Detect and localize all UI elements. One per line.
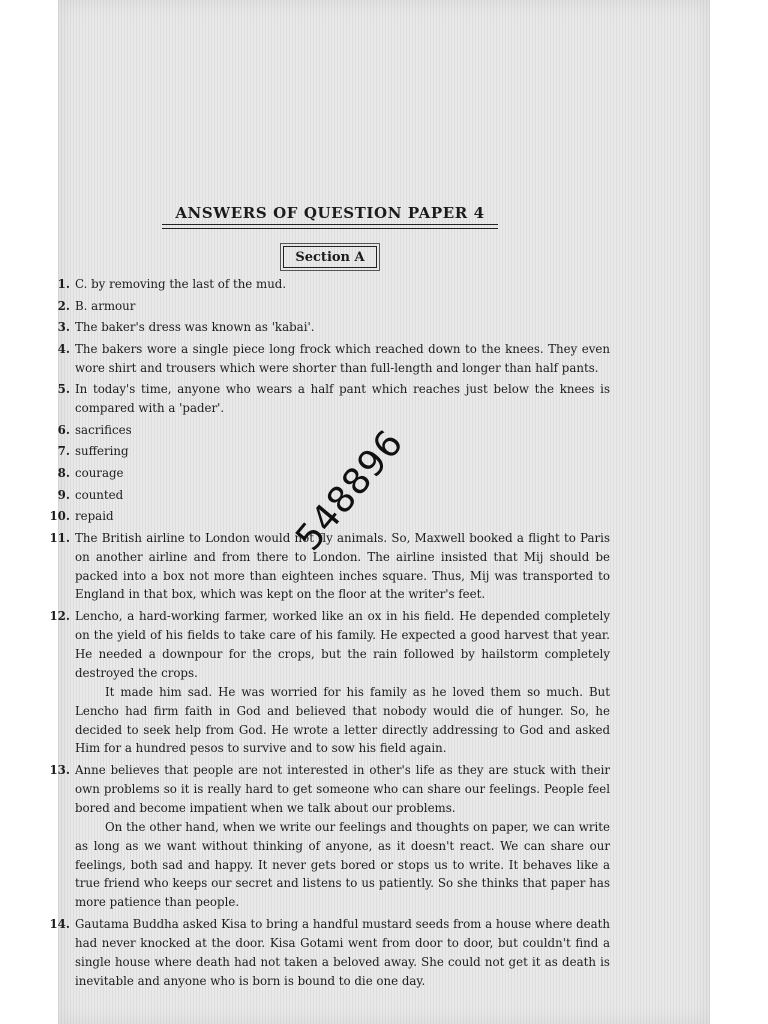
answer-paragraph: B. armour <box>75 298 136 313</box>
answer-text <box>75 340 610 378</box>
answer-number: 8. <box>57 465 70 480</box>
page-title: ANSWERS OF QUESTION PAPER 4 <box>175 204 485 222</box>
answer-item <box>48 380 610 418</box>
answer-paragraph: suffering <box>75 444 129 459</box>
section-heading: Section A <box>283 246 377 268</box>
answer-item <box>48 607 610 758</box>
answer-text <box>75 421 610 440</box>
answer-item <box>48 915 610 991</box>
answer-text <box>75 915 610 991</box>
answer-paragraph: On the other hand, when we write our feelings and thoughts on paper, we can write as long as we want without thinking of anyone, as it doesn't react. We can share our feelings, both sad and happy. It never gets bored or stops us to write. It behaves like a true friend who keeps our secret and listens to us patiently. So she thinks that paper has more patience than people. <box>75 819 610 910</box>
answer-number: 4. <box>57 341 70 356</box>
answer-paragraph: Gautama Buddha asked Kisa to bring a handful mustard seeds from a house where death had never knocked at the door. Kisa Gotami went from door to door, but couldn't find a single house where death had not taken a beloved away. She could not get it as death is inevitable and anyone who is born is bound to die one day. <box>75 916 610 988</box>
answer-paragraph: C. by removing the last of the mud. <box>75 277 287 291</box>
answer-number: 12. <box>49 609 70 624</box>
answer-text <box>75 529 610 605</box>
answer-item <box>48 275 610 294</box>
answer-text <box>75 607 610 758</box>
answer-paragraph: In today's time, anyone who wears a half pant which reaches just below the knees is compared with a 'pader'. <box>75 382 610 416</box>
answer-number: 7. <box>57 444 70 459</box>
answer-paragraph: Anne believes that people are not interested in other's life as they are stuck with their own problems so it is really hard to get someone who can share our feelings. People feel bored and become impatient when we talk about our problems. <box>75 763 610 815</box>
answer-number: 3. <box>57 320 70 335</box>
title-underline <box>162 224 498 229</box>
answer-number: 6. <box>57 422 70 437</box>
answer-text <box>75 275 610 294</box>
answer-paragraph: Lencho, a hard-working farmer, worked like an ox in his field. He depended completely on the yield of his fields to take care of his family. He expected a good harvest that year. He needed a downpour for the crops, but the rain followed by hailstorm completely destroyed the crops. <box>75 609 610 680</box>
answer-item <box>48 464 610 483</box>
answer-number: 14. <box>49 916 70 931</box>
answer-text <box>75 442 610 461</box>
answer-text <box>75 380 610 418</box>
answer-paragraph: counted <box>75 487 124 502</box>
answer-number: 5. <box>57 382 70 397</box>
answer-item <box>48 421 610 440</box>
answer-number: 2. <box>57 298 70 313</box>
answer-paragraph: It made him sad. He was worried for his family as he loved them so much. But Lencho had firm faith in God and believed that nobody would die of hunger. So, he decided to seek help from God. He wrote a letter directly addressing to God and asked Him for a hundred pesos to survive and to sow his field again. <box>75 684 610 756</box>
answer-text <box>75 761 610 912</box>
answer-text <box>75 318 610 337</box>
answer-paragraph: repaid <box>75 509 114 524</box>
answer-number: 10. <box>49 509 70 524</box>
answer-number: 11. <box>49 530 70 545</box>
answer-paragraph: courage <box>75 465 124 480</box>
answer-item <box>48 318 610 337</box>
answer-number: 13. <box>49 763 70 777</box>
scan-margin-right <box>710 0 768 1024</box>
answer-item <box>48 297 610 316</box>
answer-number: 1. <box>57 277 70 291</box>
answer-text <box>75 297 610 316</box>
number-stamp: 548896 <box>288 422 412 559</box>
answer-item <box>48 442 610 461</box>
answer-item <box>48 761 610 912</box>
answer-number: 9. <box>57 487 70 502</box>
answer-paragraph: The bakers wore a single piece long frock which reached down to the knees. They even wore shirt and trousers which were shorter than full-length and longer than half pants. <box>75 341 610 375</box>
answer-paragraph: sacrifices <box>75 422 132 437</box>
answer-paragraph: The baker's dress was known as 'kabai'. <box>75 320 315 335</box>
answer-paragraph: The British airline to London would not fly animals. So, Maxwell booked a flight to Paris on another airline and from there to London. The airline insisted that Mij should be packed into a box not more than eighteen inches square. Thus, Mij was transported to England in that box, which was kept on the floor at the writer's feet. <box>75 530 610 602</box>
answer-list <box>48 275 610 993</box>
answer-item <box>48 340 610 378</box>
